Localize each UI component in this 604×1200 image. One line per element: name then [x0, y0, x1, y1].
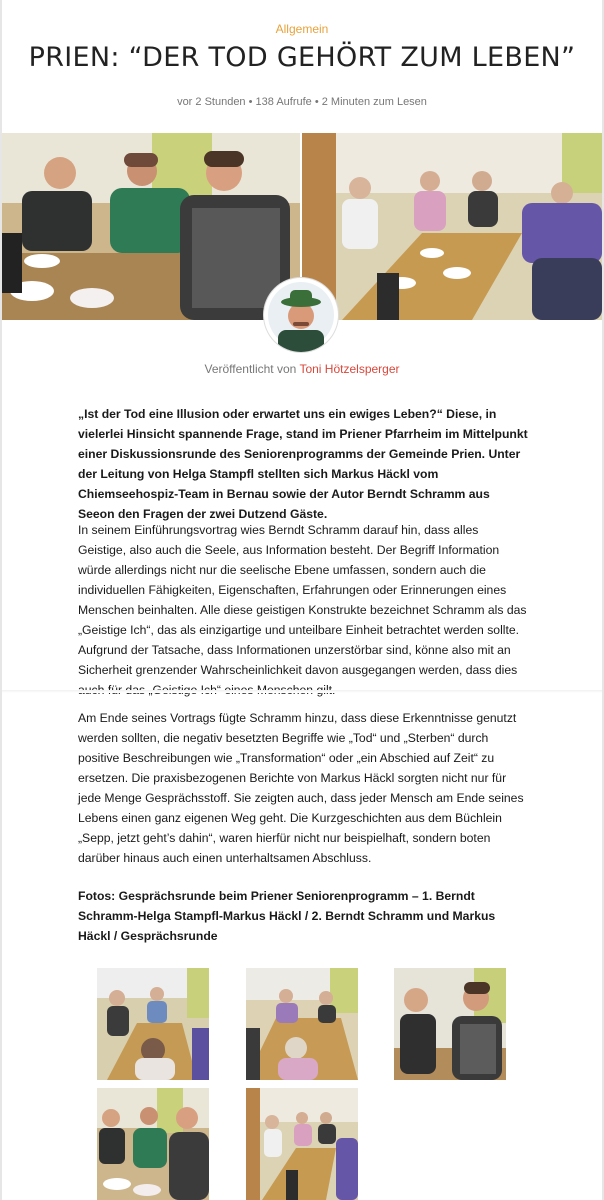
gallery-thumbnail-2[interactable]	[246, 968, 358, 1080]
photo-caption: Fotos: Gesprächsrunde beim Priener Seniorenprogramm – 1. Berndt Schramm-Helga Stampfl-Markus Häckl / 2. Berndt Schramm und Markus Häckl / Gesprächsrunde	[78, 889, 496, 943]
author-link[interactable]: Toni Hötzelsperger	[299, 362, 400, 376]
gallery-thumbnail-4[interactable]	[97, 1088, 209, 1200]
category-link[interactable]: Allgemein	[275, 22, 329, 36]
article-title: PRIEN: “DER TOD GEHÖRT ZUM LEBEN”	[28, 42, 576, 73]
article-paragraph-lead: „Ist der Tod eine Illusion oder erwartet uns ein ewiges Leben?“ Diese, in vielerlei Hinsicht spannende Frage, stand im Priener Pfarrheim im Mittelpunkt einer Diskussionsrunde des Seniorenprogramms der Gemeinde Prien. Unter der Leitung von Helga Stampfl stellten sich Markus Häckl vom Chiemseehospiz-Team in Bernau sowie der Autor Berndt Schramm aus Seeon den Fragen der zwei Dutzend Gäste.	[78, 407, 528, 521]
article-paragraph: In seinem Einführungsvortrag wies Berndt Schramm darauf hin, dass alles Geistige, also auch die Seele, aus Information besteht. Der Begriff Information würde allerdings nicht nur die seelische Ebene umfassen, sondern auch die individuellen Fähigkeiten, Eigenschaften, Erfahrungen oder Erinnerungen eines Menschen beinhalten. Alle diese geistigen Konstrukte bezeichnet Schramm als das „Geistige Ich“, das als einzigartige und unteilbare Einheit betrachtet werden sollte. Aufgrund der Tatsache, dass Informationen unzerstörbar sind, könne also mit an Sicherheit grenzender Wahrscheinlichkeit davon ausgegangen werden, dass dies	[78, 523, 527, 677]
gallery-thumbnail-3[interactable]	[394, 968, 506, 1080]
article-paragraph: Am Ende seines Vortrags fügte Schramm hinzu, dass diese Erkenntnisse genutzt werden sollten, die negativ besetzten Begriffe wie „Tod“ und „Sterben“ durch positive Beschreibungen wie „Transformation“ oder „ein Abschied auf Zeit“ zu ersetzen. Die praxisbezogenen Berichte von Markus Häckl sorgten nicht nur für jede Menge Gesprächsstoff. Sie zeigten auch, dass jeder Mensch am Ende seines Lebens einen ganz eigenen Weg geht. Die Kurzgeschichten aus dem Büchlein „Sepp, jetzt geht’s dahin“, waren hierfür nicht nur beispielhaft, sondern boten darüber hinaus auch einen unterhaltsamen Abschluss.	[78, 711, 524, 865]
byline	[0, 362, 604, 376]
gallery-thumbnail-1[interactable]	[97, 968, 209, 1080]
article-meta: vor 2 Stunden • 138 Aufrufe • 2 Minuten zum Lesen	[177, 96, 427, 108]
byline-prefix: Veröffentlicht von	[204, 362, 297, 376]
author-avatar[interactable]	[264, 278, 338, 352]
divider	[2, 690, 602, 693]
gallery-thumbnail-5[interactable]	[246, 1088, 358, 1200]
